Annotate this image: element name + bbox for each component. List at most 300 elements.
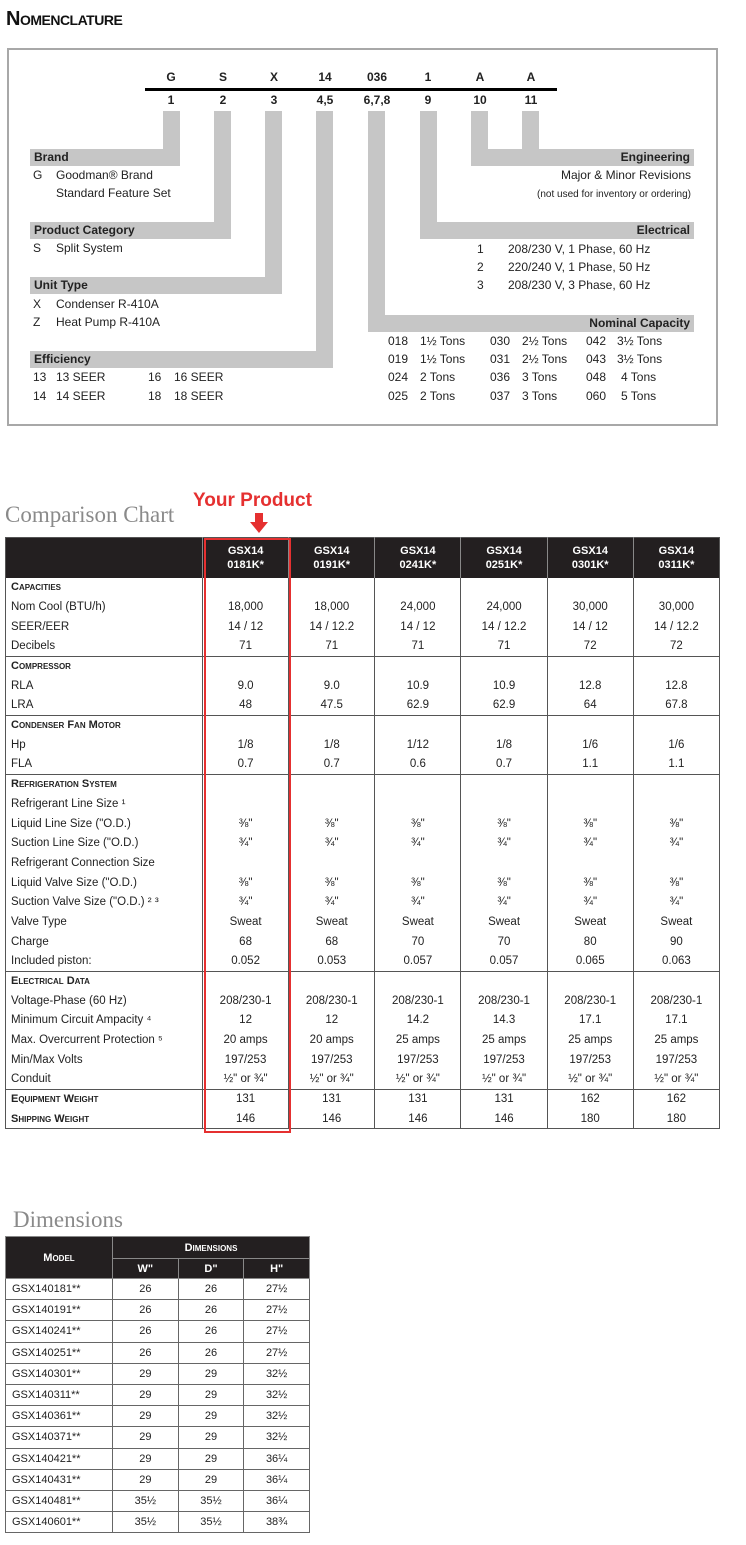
brand-line2: Standard Feature Set bbox=[56, 186, 171, 200]
cell-value bbox=[203, 774, 289, 794]
cell-value bbox=[289, 853, 375, 873]
cell-value bbox=[547, 971, 633, 991]
capacity-text: 2½ Tons bbox=[522, 352, 568, 366]
category-head: Product Category bbox=[30, 222, 231, 239]
dimension-cell: 36¼ bbox=[244, 1490, 310, 1511]
cell-value: 14 / 12 bbox=[547, 617, 633, 637]
dimension-cell: 26 bbox=[178, 1321, 244, 1342]
row-label: Electrical Data bbox=[11, 975, 90, 988]
capacity-code: 060 bbox=[586, 389, 607, 403]
unit-type-text: Condenser R-410A bbox=[56, 297, 159, 311]
model-header-line1: GSX14 bbox=[572, 544, 608, 557]
cell-value bbox=[375, 656, 461, 676]
cell-value: 208/230-1 bbox=[375, 991, 461, 1011]
dimension-cell: 29 bbox=[178, 1469, 244, 1490]
cell-value bbox=[203, 578, 289, 598]
electrical-code: 2 bbox=[477, 260, 484, 274]
electrical-head: Electrical bbox=[420, 222, 694, 239]
cell-value: 197/253 bbox=[203, 1050, 289, 1070]
row-label: Hp bbox=[11, 738, 26, 751]
cell-value bbox=[375, 853, 461, 873]
dimensions-title: Dimensions bbox=[13, 1207, 123, 1232]
cell-value: ⅜" bbox=[289, 873, 375, 893]
dimension-cell: 26 bbox=[113, 1279, 179, 1300]
cell-value: 10.9 bbox=[461, 676, 547, 696]
row-label: Liquid Valve Size ("O.D.) bbox=[11, 876, 137, 889]
dimension-cell: 29 bbox=[178, 1448, 244, 1469]
cell-value: 1/12 bbox=[375, 735, 461, 755]
connector-efficiency bbox=[316, 111, 333, 353]
dimension-cell: 26 bbox=[178, 1279, 244, 1300]
model-cell: GSX140241** bbox=[6, 1321, 113, 1342]
model-cell: GSX140371** bbox=[6, 1427, 113, 1448]
row-label: Capacities bbox=[11, 581, 62, 594]
cell-value: 68 bbox=[203, 932, 289, 952]
table-row bbox=[6, 676, 720, 696]
position-7: 10 bbox=[473, 93, 487, 107]
cell-value: 162 bbox=[633, 1089, 719, 1109]
connector-brand bbox=[163, 111, 180, 149]
cell-value: 47.5 bbox=[289, 696, 375, 716]
cell-value: 71 bbox=[375, 637, 461, 657]
cell-value: 12.8 bbox=[547, 676, 633, 696]
cell-value: 131 bbox=[461, 1089, 547, 1109]
row-label: RLA bbox=[11, 679, 34, 692]
cell-value: 62.9 bbox=[461, 696, 547, 716]
table-row bbox=[6, 637, 720, 657]
cell-value bbox=[633, 853, 719, 873]
cell-value bbox=[461, 578, 547, 598]
dimension-cell: 27½ bbox=[244, 1342, 310, 1363]
dimension-cell: 29 bbox=[178, 1384, 244, 1405]
cell-value: 72 bbox=[633, 637, 719, 657]
dimension-cell: 29 bbox=[113, 1469, 179, 1490]
efficiency-head: Efficiency bbox=[30, 351, 333, 368]
cell-value: 197/253 bbox=[547, 1050, 633, 1070]
table-row bbox=[6, 1427, 310, 1448]
cell-value: ¾" bbox=[461, 893, 547, 913]
model-cell: GSX140191** bbox=[6, 1300, 113, 1321]
position-5: 6,7,8 bbox=[363, 93, 391, 107]
cell-value: ¾" bbox=[633, 833, 719, 853]
capacity-code: 036 bbox=[490, 370, 511, 384]
dimension-column-header: H" bbox=[244, 1259, 310, 1279]
table-row bbox=[6, 597, 720, 617]
efficiency-code: 14 bbox=[33, 389, 47, 403]
cell-value: ⅜" bbox=[289, 814, 375, 834]
capacity-code: 025 bbox=[388, 389, 409, 403]
dimension-cell: 29 bbox=[178, 1427, 244, 1448]
code-6: 1 bbox=[424, 70, 432, 84]
table-row bbox=[6, 1030, 720, 1050]
cell-value: 146 bbox=[461, 1109, 547, 1129]
capacity-text: 3 Tons bbox=[522, 370, 558, 384]
row-label: Min/Max Volts bbox=[11, 1053, 83, 1066]
row-label: Minimum Circuit Ampacity ⁴ bbox=[11, 1014, 152, 1027]
dimension-cell: 27½ bbox=[244, 1279, 310, 1300]
table-row bbox=[6, 1070, 720, 1090]
capacity-head: Nominal Capacity bbox=[368, 315, 694, 332]
cell-value: ⅜" bbox=[547, 814, 633, 834]
row-label: Liquid Line Size ("O.D.) bbox=[11, 817, 131, 830]
header-blank bbox=[6, 538, 203, 578]
table-row bbox=[6, 1490, 310, 1511]
cell-value: 146 bbox=[289, 1109, 375, 1129]
model-cell: GSX140311** bbox=[6, 1384, 113, 1405]
row-label: Nom Cool (BTU/h) bbox=[11, 601, 106, 614]
table-row bbox=[6, 755, 720, 775]
capacity-text: 5 Tons bbox=[621, 389, 657, 403]
brand-head: Brand bbox=[30, 149, 180, 166]
table-row bbox=[6, 1448, 310, 1469]
cell-value: 68 bbox=[289, 932, 375, 952]
cell-value: 0.7 bbox=[289, 755, 375, 775]
position-6: 9 bbox=[424, 93, 432, 107]
unit-type-text: Heat Pump R-410A bbox=[56, 315, 161, 329]
table-row bbox=[6, 1300, 310, 1321]
unit-type-code: Z bbox=[33, 315, 41, 329]
cell-value: Sweat bbox=[203, 912, 289, 932]
cell-value: 72 bbox=[547, 637, 633, 657]
position-2: 2 bbox=[219, 93, 227, 107]
dimension-cell: 36¼ bbox=[244, 1448, 310, 1469]
cell-value: 197/253 bbox=[633, 1050, 719, 1070]
dimension-cell: 26 bbox=[113, 1300, 179, 1321]
dimension-cell: 29 bbox=[113, 1384, 179, 1405]
cell-value: 14.2 bbox=[375, 1011, 461, 1031]
electrical-code: 1 bbox=[477, 242, 484, 256]
cell-value: ¾" bbox=[375, 833, 461, 853]
cell-value bbox=[203, 971, 289, 991]
capacity-code: 019 bbox=[388, 352, 409, 366]
cell-value: 208/230-1 bbox=[547, 991, 633, 1011]
cell-value: 25 amps bbox=[547, 1030, 633, 1050]
cell-value: 180 bbox=[633, 1109, 719, 1129]
capacity-code: 042 bbox=[586, 334, 607, 348]
brand-code: G bbox=[33, 168, 43, 182]
cell-value bbox=[203, 853, 289, 873]
cell-value: 70 bbox=[461, 932, 547, 952]
cell-value: 18,000 bbox=[289, 597, 375, 617]
cell-value: ⅜" bbox=[461, 814, 547, 834]
table-row bbox=[6, 1279, 310, 1300]
comparison-header-row bbox=[6, 538, 720, 578]
table-row bbox=[6, 853, 720, 873]
model-cell: GSX140601** bbox=[6, 1512, 113, 1533]
connector-engineering-b bbox=[522, 111, 539, 149]
row-label: Voltage-Phase (60 Hz) bbox=[11, 994, 127, 1007]
cell-value: 90 bbox=[633, 932, 719, 952]
code-2: S bbox=[218, 70, 227, 84]
cell-value bbox=[203, 794, 289, 814]
cell-value bbox=[633, 656, 719, 676]
cell-value: 0.063 bbox=[633, 952, 719, 972]
dimension-cell: 35½ bbox=[178, 1490, 244, 1511]
cell-value: 208/230-1 bbox=[203, 991, 289, 1011]
cell-value bbox=[203, 715, 289, 735]
cell-value: ⅜" bbox=[547, 873, 633, 893]
cell-value bbox=[633, 774, 719, 794]
capacity-text: 2½ Tons bbox=[522, 334, 568, 348]
model-header bbox=[547, 538, 633, 578]
cell-value: 25 amps bbox=[633, 1030, 719, 1050]
cell-value: 24,000 bbox=[461, 597, 547, 617]
comparison-body bbox=[6, 578, 720, 1129]
efficiency-code: 13 bbox=[33, 370, 47, 384]
cell-value: ⅜" bbox=[375, 873, 461, 893]
model-header bbox=[203, 538, 289, 578]
efficiency-code: 18 bbox=[148, 389, 162, 403]
model-cell: GSX140181** bbox=[6, 1279, 113, 1300]
row-label: Valve Type bbox=[11, 916, 67, 929]
cell-value: 9.0 bbox=[203, 676, 289, 696]
cell-value bbox=[633, 715, 719, 735]
cell-value: 67.8 bbox=[633, 696, 719, 716]
cell-value bbox=[633, 794, 719, 814]
efficiency-text: 16 SEER bbox=[174, 370, 224, 384]
dimension-cell: 27½ bbox=[244, 1300, 310, 1321]
row-label: Condenser Fan Motor bbox=[11, 719, 121, 732]
efficiency-text: 18 SEER bbox=[174, 389, 224, 403]
cell-value: 71 bbox=[289, 637, 375, 657]
cell-value: Sweat bbox=[289, 912, 375, 932]
cell-value: 20 amps bbox=[203, 1030, 289, 1050]
cell-value: 12 bbox=[289, 1011, 375, 1031]
your-product-callout: Your Product bbox=[193, 490, 312, 511]
cell-value: 0.057 bbox=[375, 952, 461, 972]
row-label: Suction Line Size ("O.D.) bbox=[11, 837, 139, 850]
unit-type-code: X bbox=[33, 297, 42, 311]
dimension-cell: 36¼ bbox=[244, 1469, 310, 1490]
model-header-line1: GSX14 bbox=[658, 544, 695, 557]
cell-value bbox=[633, 578, 719, 598]
dimension-cell: 29 bbox=[113, 1427, 179, 1448]
model-header-line1: GSX14 bbox=[314, 544, 350, 557]
dimension-cell: 35½ bbox=[178, 1512, 244, 1533]
nomenclature-divider bbox=[145, 88, 557, 91]
cell-value: ¾" bbox=[289, 893, 375, 913]
table-row bbox=[6, 952, 720, 972]
electrical-text: 208/230 V, 3 Phase, 60 Hz bbox=[508, 278, 651, 292]
cell-value: ¾" bbox=[633, 893, 719, 913]
dimension-cell: 38¾ bbox=[244, 1512, 310, 1533]
cell-value bbox=[375, 578, 461, 598]
cell-value: ½" or ¾" bbox=[289, 1070, 375, 1090]
cell-value: ¾" bbox=[289, 833, 375, 853]
model-cell: GSX140361** bbox=[6, 1406, 113, 1427]
dimension-cell: 29 bbox=[178, 1363, 244, 1384]
capacity-code: 030 bbox=[490, 334, 511, 348]
capacity-code: 018 bbox=[388, 334, 409, 348]
cell-value: 208/230-1 bbox=[633, 991, 719, 1011]
cell-value: Sweat bbox=[633, 912, 719, 932]
table-row bbox=[6, 794, 720, 814]
model-header bbox=[375, 538, 461, 578]
electrical-text: 208/230 V, 1 Phase, 60 Hz bbox=[508, 242, 651, 256]
table-row bbox=[6, 656, 720, 676]
dimension-column-header: D" bbox=[178, 1259, 244, 1279]
model-header-line1: GSX14 bbox=[400, 544, 436, 557]
cell-value bbox=[461, 774, 547, 794]
cell-value: Sweat bbox=[375, 912, 461, 932]
model-header-line1: GSX14 bbox=[486, 544, 522, 557]
position-1: 1 bbox=[167, 93, 175, 107]
dimensions-table bbox=[5, 1236, 310, 1533]
row-label: Decibels bbox=[6, 637, 203, 657]
cell-value: ⅜" bbox=[203, 873, 289, 893]
nomenclature-title: Nomenclature bbox=[6, 8, 123, 30]
dimension-cell: 32½ bbox=[244, 1406, 310, 1427]
cell-value bbox=[375, 715, 461, 735]
dimension-cell: 29 bbox=[178, 1406, 244, 1427]
position-4: 4,5 bbox=[316, 93, 334, 107]
cell-value: ½" or ¾" bbox=[547, 1070, 633, 1090]
engineering-line2: (not used for inventory or ordering) bbox=[537, 189, 691, 200]
cell-value: 0.7 bbox=[203, 755, 289, 775]
cell-value bbox=[375, 971, 461, 991]
comparison-title: Comparison Chart bbox=[5, 502, 175, 527]
table-row bbox=[6, 1011, 720, 1031]
capacity-text: 3½ Tons bbox=[617, 352, 663, 366]
dimension-cell: 26 bbox=[178, 1342, 244, 1363]
connector-engineering-a bbox=[471, 111, 488, 149]
cell-value bbox=[289, 578, 375, 598]
dimensions-group-header: Dimensions bbox=[113, 1237, 310, 1259]
engineering-line1: Major & Minor Revisions bbox=[560, 168, 691, 182]
model-header-line2: 0241K* bbox=[399, 558, 437, 571]
cell-value: ¾" bbox=[203, 833, 289, 853]
cell-value: 208/230-1 bbox=[289, 991, 375, 1011]
row-label: FLA bbox=[6, 755, 203, 775]
cell-value: 0.052 bbox=[203, 952, 289, 972]
cell-value: ¾" bbox=[547, 833, 633, 853]
dimension-cell: 27½ bbox=[244, 1321, 310, 1342]
cell-value bbox=[461, 656, 547, 676]
table-row bbox=[6, 696, 720, 716]
row-label: Included piston: bbox=[6, 952, 203, 972]
cell-value: Sweat bbox=[547, 912, 633, 932]
capacity-code: 031 bbox=[490, 352, 511, 366]
dimension-cell: 32½ bbox=[244, 1384, 310, 1405]
table-row bbox=[6, 893, 720, 913]
cell-value: 14 / 12.2 bbox=[289, 617, 375, 637]
brand-line1: Goodman® Brand bbox=[56, 168, 153, 182]
model-cell: GSX140301** bbox=[6, 1363, 113, 1384]
engineering-head: Engineering bbox=[471, 149, 694, 166]
cell-value: 0.057 bbox=[461, 952, 547, 972]
cell-value: 12.8 bbox=[633, 676, 719, 696]
dimension-cell: 32½ bbox=[244, 1427, 310, 1448]
cell-value: 9.0 bbox=[289, 676, 375, 696]
model-header bbox=[289, 538, 375, 578]
cell-value: 1/8 bbox=[203, 735, 289, 755]
model-header-line2: 0191K* bbox=[313, 558, 351, 571]
position-3: 3 bbox=[270, 93, 278, 107]
code-4: 14 bbox=[318, 70, 332, 84]
row-label: Conduit bbox=[6, 1070, 203, 1090]
cell-value: ¾" bbox=[375, 893, 461, 913]
cell-value: Sweat bbox=[461, 912, 547, 932]
cell-value bbox=[547, 715, 633, 735]
cell-value bbox=[375, 794, 461, 814]
efficiency-text: 14 SEER bbox=[56, 389, 106, 403]
dimension-cell: 26 bbox=[113, 1342, 179, 1363]
table-row bbox=[6, 1469, 310, 1490]
cell-value: 0.7 bbox=[461, 755, 547, 775]
electrical-text: 220/240 V, 1 Phase, 50 Hz bbox=[508, 260, 651, 274]
cell-value: 71 bbox=[203, 637, 289, 657]
table-row bbox=[6, 833, 720, 853]
capacity-text: 3½ Tons bbox=[617, 334, 663, 348]
table-row bbox=[6, 578, 720, 598]
cell-value bbox=[289, 794, 375, 814]
cell-value bbox=[289, 971, 375, 991]
cell-value: 14 / 12 bbox=[203, 617, 289, 637]
cell-value bbox=[547, 656, 633, 676]
dimension-cell: 29 bbox=[113, 1448, 179, 1469]
cell-value: 197/253 bbox=[461, 1050, 547, 1070]
cell-value: ½" or ¾" bbox=[203, 1070, 289, 1090]
capacity-text: 1½ Tons bbox=[420, 352, 466, 366]
capacity-text: 2 Tons bbox=[420, 370, 456, 384]
cell-value: 1/8 bbox=[289, 735, 375, 755]
cell-value: 24,000 bbox=[375, 597, 461, 617]
model-header-line2: 0251K* bbox=[485, 558, 523, 571]
table-row bbox=[6, 1342, 310, 1363]
dimensions-body bbox=[6, 1279, 310, 1533]
electrical-code: 3 bbox=[477, 278, 484, 292]
cell-value: 48 bbox=[203, 696, 289, 716]
dimension-cell: 29 bbox=[113, 1363, 179, 1384]
row-label: Compressor bbox=[11, 660, 71, 673]
connector-capacity bbox=[368, 111, 385, 316]
code-3: X bbox=[269, 70, 278, 84]
capacity-text: 2 Tons bbox=[420, 389, 456, 403]
table-row bbox=[6, 1109, 720, 1129]
model-cell: GSX140481** bbox=[6, 1490, 113, 1511]
row-label: Shipping Weight bbox=[11, 1112, 90, 1125]
table-row bbox=[6, 774, 720, 794]
table-row bbox=[6, 932, 720, 952]
table-row bbox=[6, 991, 720, 1011]
capacity-text: 3 Tons bbox=[522, 389, 558, 403]
cell-value: 18,000 bbox=[203, 597, 289, 617]
cell-value bbox=[633, 971, 719, 991]
cell-value: 1/6 bbox=[547, 735, 633, 755]
cell-value: 17.1 bbox=[547, 1011, 633, 1031]
cell-value bbox=[547, 794, 633, 814]
cell-value: 25 amps bbox=[461, 1030, 547, 1050]
table-row bbox=[6, 912, 720, 932]
dimension-cell: 32½ bbox=[244, 1363, 310, 1384]
cell-value: 71 bbox=[461, 637, 547, 657]
cell-value: 14 / 12.2 bbox=[461, 617, 547, 637]
row-label: Charge bbox=[11, 935, 49, 948]
table-row bbox=[6, 617, 720, 637]
efficiency-text: 13 SEER bbox=[56, 370, 106, 384]
row-label: Refrigerant Connection Size bbox=[11, 856, 155, 869]
cell-value: 14 / 12.2 bbox=[633, 617, 719, 637]
dimension-cell: 35½ bbox=[113, 1512, 179, 1533]
category-code: S bbox=[33, 241, 42, 255]
cell-value: 1/6 bbox=[633, 735, 719, 755]
cell-value: 0.6 bbox=[375, 755, 461, 775]
row-label: Equipment Weight bbox=[11, 1093, 99, 1106]
cell-value: ⅜" bbox=[375, 814, 461, 834]
table-row bbox=[6, 1050, 720, 1070]
cell-value bbox=[547, 578, 633, 598]
comparison-table bbox=[5, 537, 720, 1129]
